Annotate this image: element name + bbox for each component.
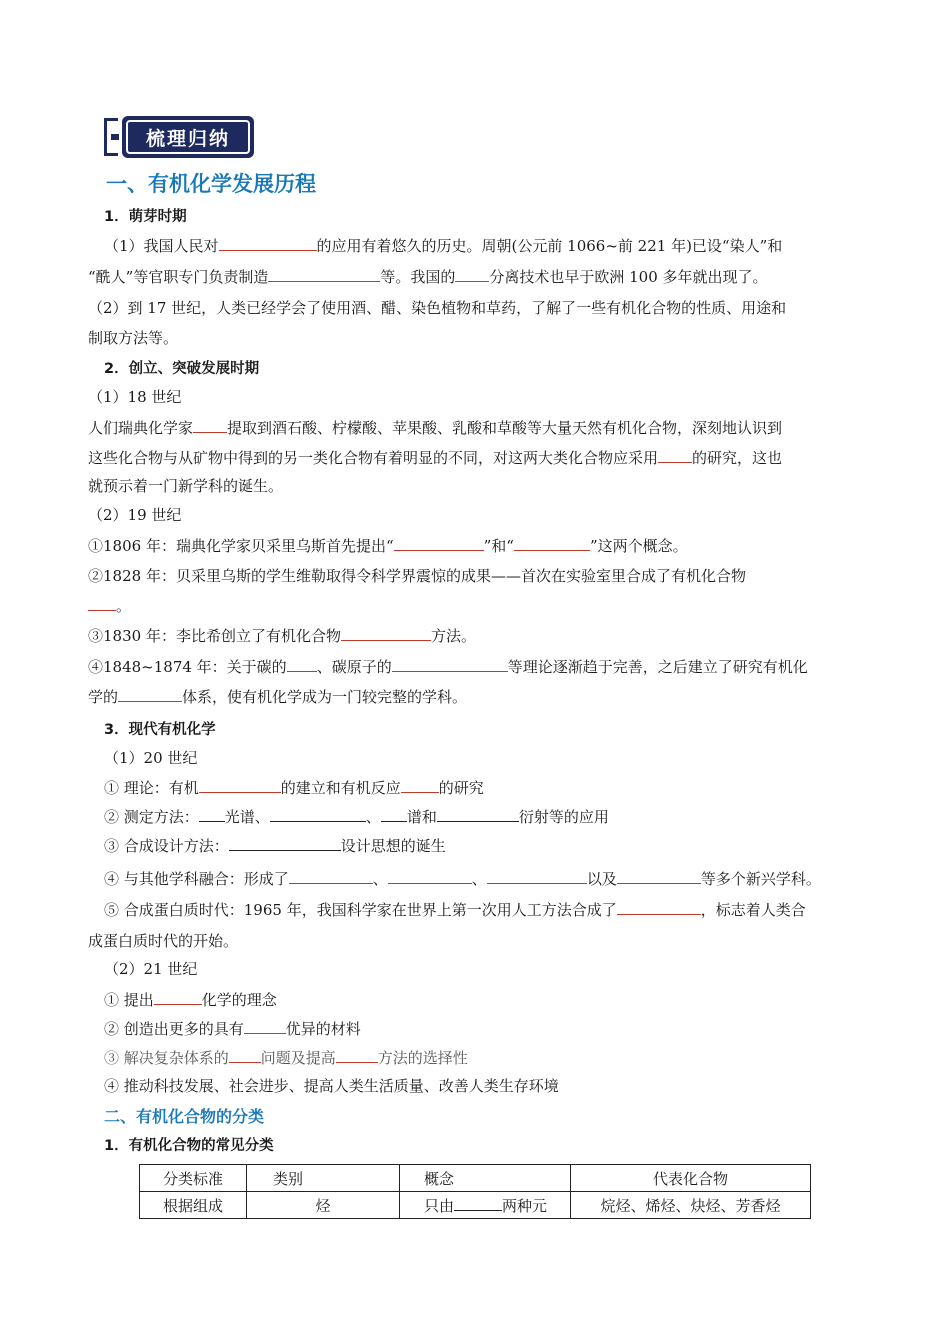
badge-tab-decoration xyxy=(104,118,118,156)
fill-blank[interactable] xyxy=(514,536,590,551)
subheading-founding: 2．创立、突破发展时期 xyxy=(104,361,260,377)
paragraph-2-line-2: 制取方法等。 xyxy=(88,329,179,347)
item-progress: ④ 推动科技发展、社会进步、提高人类生活质量、改善人类生存环境 xyxy=(104,1077,559,1095)
fill-blank[interactable] xyxy=(392,657,508,672)
item-green: ① 提出 化学的理念 xyxy=(104,991,277,1009)
fill-blank[interactable] xyxy=(199,807,225,822)
item-protein-line-2: 成蛋白质时代的开始。 xyxy=(88,932,239,950)
fill-blank[interactable] xyxy=(244,1019,286,1034)
text-18-line-1: 人们瑞典化学家 提取到酒石酸、柠檬酸、苹果酸、乳酸和草酸等大量天然有机化合物，深刻地认识到 xyxy=(88,419,783,437)
item-materials: ② 创造出更多的具有 优异的材料 xyxy=(104,1020,361,1038)
event-1848-line-2: 学的 体系，使有机化学成为一门较完整的学科。 xyxy=(88,688,468,706)
fill-blank[interactable] xyxy=(268,267,380,282)
event-1848-line-1: ④1848~1874 年：关于碳的 、碳原子的 等理论逐渐趋于完善，之后建立了研究有机化 xyxy=(88,658,808,676)
fill-blank[interactable] xyxy=(381,807,407,822)
fill-blank[interactable] xyxy=(617,869,701,884)
text-18-line-3: 就预示着一门新学科的诞生。 xyxy=(88,477,284,495)
subheading-modern: 3．现代有机化学 xyxy=(104,722,216,738)
table-header: 类别 xyxy=(247,1165,400,1192)
fill-blank[interactable] xyxy=(229,1048,261,1063)
fill-blank[interactable] xyxy=(270,807,366,822)
text-18-line-2: 这些化合物与从矿物中得到的另一类化合物有着明显的不同，对这两大类化合物应采用 的研究，这也 xyxy=(88,449,783,467)
badge-box xyxy=(122,116,254,158)
heading-1: 一、有机化学发展历程 xyxy=(106,172,316,196)
item-theory: ① 理论：有机 的建立和有机反应 的研究 xyxy=(104,779,484,797)
fill-blank[interactable] xyxy=(617,900,701,915)
fill-blank[interactable] xyxy=(658,448,692,463)
section-badge xyxy=(104,116,254,158)
fill-blank[interactable] xyxy=(341,626,431,641)
table-cell: 根据组成 xyxy=(140,1192,247,1219)
item-complex: ③ 解决复杂体系的 问题及提高 方法的选择性 xyxy=(104,1049,468,1067)
fill-blank[interactable] xyxy=(487,869,587,884)
classification-table xyxy=(139,1164,811,1219)
table-header: 代表化合物 xyxy=(571,1165,811,1192)
item-integration: ④ 与其他学科融合：形成了 、 、 以及 等多个新兴学科。 xyxy=(104,870,821,888)
fill-blank[interactable] xyxy=(394,536,484,551)
fill-blank[interactable] xyxy=(455,267,489,282)
item-measure: ② 测定方法： 光谱、 、 谱和 衍射等的应用 xyxy=(104,808,609,826)
century-20: （1）20 世纪 xyxy=(104,749,198,767)
fill-blank[interactable] xyxy=(199,778,281,793)
table-cell: 只由 两种元 xyxy=(400,1192,571,1219)
paragraph-2-line-1: （2）到 17 世纪，人类已经学会了使用酒、醋、染色植物和草药，了解了一些有机化合物的性质、用途和 xyxy=(88,299,787,317)
fill-blank[interactable] xyxy=(88,596,116,611)
subheading-sprout: 1．萌芽时期 xyxy=(104,209,187,225)
table-cell: 烃 xyxy=(247,1192,400,1219)
paragraph-1-line-2: “酰人”等官职专门负责制造 等。我国的 分离技术也早于欧洲 100 多年就出现了。 xyxy=(88,268,768,286)
fill-blank[interactable] xyxy=(287,657,317,672)
century-19: （2）19 世纪 xyxy=(88,506,182,524)
event-1828-line-1: ②1828 年：贝采里乌斯的学生维勒取得令科学界震惊的成果——首次在实验室里合成了有机化合物 xyxy=(88,567,746,585)
fill-blank[interactable] xyxy=(437,807,519,822)
event-1806: ①1806 年：瑞典化学家贝采里乌斯首先提出“ ”和“ ”这两个概念。 xyxy=(88,537,688,555)
fill-blank[interactable] xyxy=(388,869,472,884)
table-header-row xyxy=(140,1165,811,1192)
fill-blank[interactable] xyxy=(229,836,341,851)
item-protein-line-1: ⑤ 合成蛋白质时代：1965 年，我国科学家在世界上第一次用人工方法合成了 ，标志着人类合 xyxy=(104,901,806,919)
fill-blank[interactable] xyxy=(401,778,439,793)
table-cell: 烷烃、烯烃、炔烃、芳香烃 xyxy=(571,1192,811,1219)
event-1828-line-2: 。 xyxy=(88,596,131,616)
item-synthesis-design: ③ 合成设计方法： 设计思想的诞生 xyxy=(104,837,446,855)
subheading-classification: 1．有机化合物的常见分类 xyxy=(104,1138,274,1154)
table-header: 概念 xyxy=(400,1165,571,1192)
heading-2: 二、有机化合物的分类 xyxy=(104,1107,265,1126)
table-row xyxy=(140,1192,811,1219)
fill-blank[interactable] xyxy=(118,687,182,702)
century-21: （2）21 世纪 xyxy=(104,960,198,978)
badge-label: 梳理归纳 xyxy=(145,127,230,150)
event-1830: ③1830 年：李比希创立了有机化合物 方法。 xyxy=(88,627,476,645)
paragraph-1-line-1: （1）我国人民对 的应用有着悠久的历史。周朝(公元前 1066~前 221 年)已设“染人”和 xyxy=(104,237,783,255)
fill-blank[interactable] xyxy=(193,418,227,433)
fill-blank[interactable] xyxy=(289,869,373,884)
fill-blank[interactable] xyxy=(454,1196,502,1211)
fill-blank[interactable] xyxy=(336,1048,378,1063)
fill-blank[interactable] xyxy=(154,990,202,1005)
century-18: （1）18 世纪 xyxy=(88,388,182,406)
table-header: 分类标准 xyxy=(140,1165,247,1192)
fill-blank[interactable] xyxy=(219,236,317,251)
